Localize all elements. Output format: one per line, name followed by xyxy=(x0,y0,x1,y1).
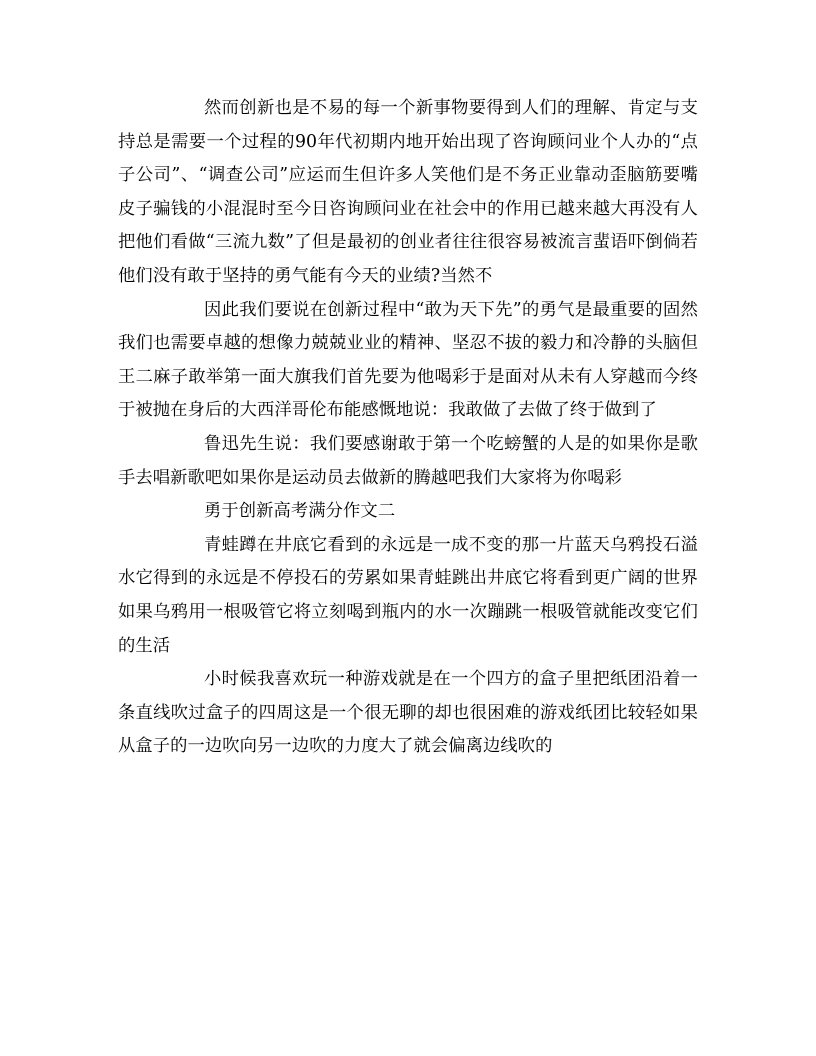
paragraph-courage: 因此我们要说在创新过程中“敢为天下先”的勇气是最重要的固然我们也需要卓越的想像力兢兢业业的精神、坚忍不拔的毅力和冷静的头脑但王二麻子敢举第一面大旗我们首先要为他喝彩于是面对从未有人穿越而今终于被抛在身后的大西洋哥伦布能感慨地说：我敢做了去做了终于做到了 xyxy=(118,299,698,421)
essay-heading: 勇于创新高考满分作文二 xyxy=(204,501,396,522)
document-page xyxy=(118,92,698,764)
paragraph-frog-crow: 青蛙蹲在井底它看到的永远是一成不变的那一片蓝天乌鸦投石溢水它得到的永远是不停投石的劳累如果青蛙跳出井底它将看到更广阔的世界如果乌鸦用一根吸管它将立刻喝到瓶内的水一次蹦跳一根吸管就能改变它们的生活 xyxy=(118,534,698,656)
paragraph-innovation-difficulty: 然而创新也是不易的每一个新事物要得到人们的理解、肯定与支持总是需要一个过程的90年代初期内地开始出现了咨询顾问业个人办的“点子公司”、“调查公司”应运而生但许多人笑他们是不务正业靠动歪脑筋要嘴皮子骗钱的小混混时至今日咨询顾问业在社会中的作用已越来越大再没有人把他们看做“三流九数”了但是最初的创业者往往很容易被流言蜚语吓倒倘若他们没有敢于坚持的勇气能有今天的业绩?当然不 xyxy=(118,98,698,286)
paragraph-childhood-game: 小时候我喜欢玩一种游戏就是在一个四方的盒子里把纸团沿着一条直线吹过盒子的四周这是一个很无聊的却也很困难的游戏纸团比较轻如果从盒子的一边吹向另一边吹的力度大了就会偏离边线吹的 xyxy=(118,669,698,757)
paragraph-luxun-quote: 鲁迅先生说：我们要感谢敢于第一个吃螃蟹的人是的如果你是歌手去唱新歌吧如果你是运动员去做新的腾越吧我们大家将为你喝彩 xyxy=(118,433,698,488)
